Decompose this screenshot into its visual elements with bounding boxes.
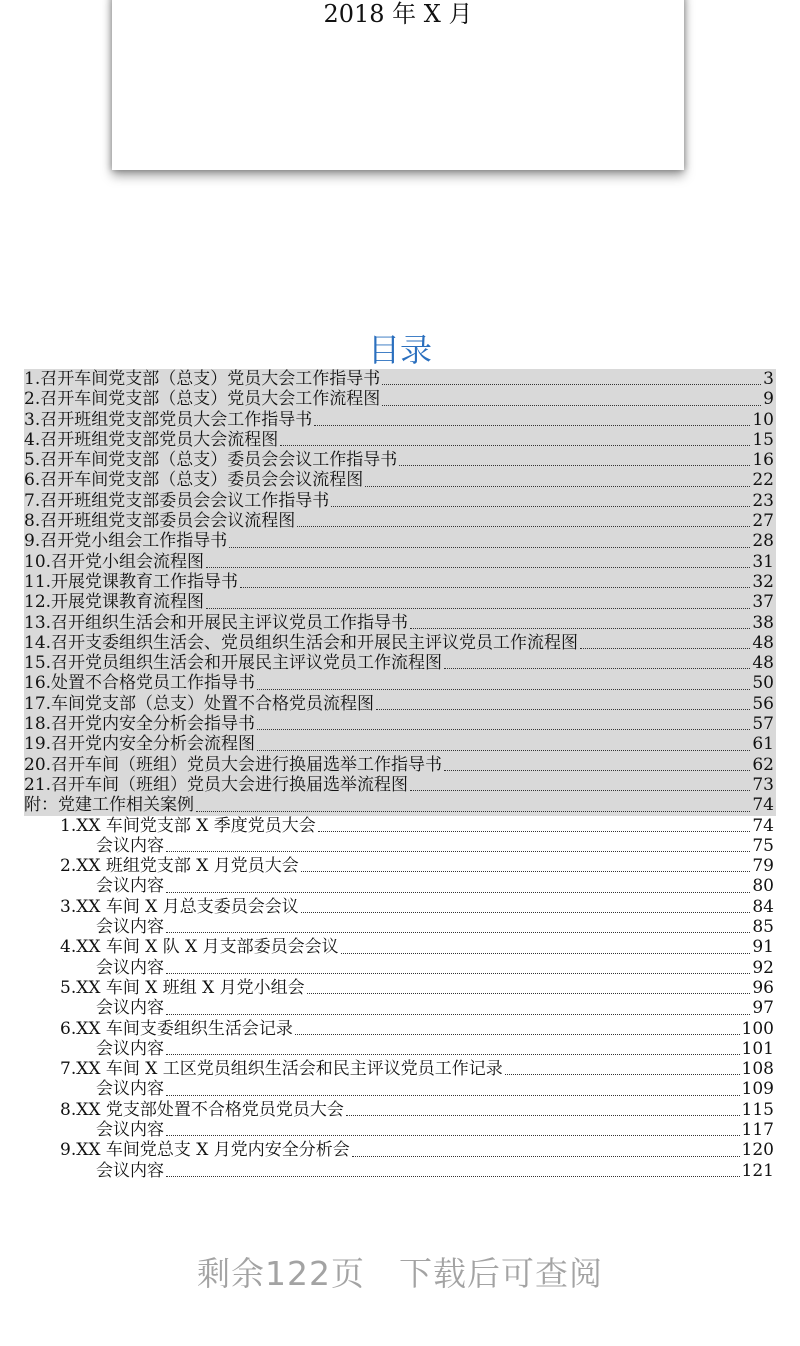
- toc-page-number: 80: [752, 876, 774, 897]
- toc-page-number: 117: [741, 1119, 774, 1140]
- toc-page-number: 62: [752, 754, 774, 775]
- toc-page-number: 32: [752, 571, 774, 592]
- toc-entry[interactable]: [24, 937, 776, 957]
- toc-entry-title: 12.开展党课教育流程图: [24, 592, 205, 613]
- toc-page-number: 84: [752, 896, 774, 917]
- toc-dot-leader: [166, 973, 750, 974]
- toc-entry[interactable]: [24, 1140, 776, 1160]
- toc-entry[interactable]: [24, 592, 776, 612]
- toc-entry[interactable]: [24, 755, 776, 775]
- toc-entry[interactable]: [24, 775, 776, 795]
- toc-entry-title: 会议内容: [96, 998, 164, 1019]
- toc-entry[interactable]: [24, 1059, 776, 1079]
- toc-title: 目录: [367, 331, 432, 369]
- toc-entry[interactable]: [24, 1120, 776, 1140]
- toc-dot-leader: [307, 993, 751, 994]
- toc-dot-leader: [410, 790, 750, 791]
- toc-dot-leader: [166, 1014, 750, 1015]
- toc-entry-title: 会议内容: [96, 957, 164, 978]
- toc-entry-title: 13.召开组织生活会和开展民主评议党员工作指导书: [24, 612, 409, 633]
- toc-entry[interactable]: [24, 450, 776, 470]
- toc-entry-title: 21.召开车间（班组）党员大会进行换届选举流程图: [24, 774, 409, 795]
- toc-dot-leader: [166, 1176, 740, 1177]
- toc-entry-title: 10.召开党小组会流程图: [24, 551, 205, 572]
- toc-entry[interactable]: [24, 653, 776, 673]
- toc-entry-title: 8.XX 党支部处置不合格党员党员大会: [60, 1099, 344, 1120]
- toc-entry-title: 17.车间党支部（总支）处置不合格党员流程图: [24, 693, 375, 714]
- toc-page-number: 22: [752, 470, 774, 491]
- toc-entry[interactable]: [24, 531, 776, 551]
- toc-entry[interactable]: [24, 1161, 776, 1181]
- toc-entry-title: 会议内容: [96, 1079, 164, 1100]
- toc-entry[interactable]: [24, 694, 776, 714]
- toc-entry[interactable]: [24, 633, 776, 653]
- toc-dot-leader: [341, 953, 751, 954]
- toc-page-number: 101: [741, 1038, 774, 1059]
- toc-page-number: 121: [741, 1160, 774, 1181]
- toc-entry[interactable]: [24, 552, 776, 572]
- toc-dot-leader: [206, 608, 750, 609]
- toc-entry[interactable]: [24, 470, 776, 490]
- toc-entry[interactable]: [24, 369, 776, 389]
- toc-dot-leader: [331, 506, 750, 507]
- toc-page-number: 109: [741, 1079, 774, 1100]
- toc-dot-leader: [382, 405, 761, 406]
- toc-entry[interactable]: [24, 673, 776, 693]
- toc-entry-title: 18.召开党内安全分析会指导书: [24, 714, 256, 735]
- toc-entry-title: 5.XX 车间 X 班组 X 月党小组会: [60, 977, 305, 998]
- toc-page-number: 28: [752, 531, 774, 552]
- toc-dot-leader: [444, 770, 750, 771]
- toc-entry-title: 16.处置不合格党员工作指导书: [24, 673, 256, 694]
- toc-entry-title: 6.召开车间党支部（总支）委员会会议流程图: [24, 470, 364, 491]
- toc-entry[interactable]: [24, 1039, 776, 1059]
- toc-entry-title: 4.XX 车间 X 队 X 月支部委员会会议: [60, 937, 339, 958]
- toc-page-number: 120: [741, 1140, 774, 1161]
- toc-dot-leader: [444, 668, 750, 669]
- toc-dot-leader: [301, 871, 751, 872]
- toc-dot-leader: [410, 628, 750, 629]
- toc-dot-leader: [229, 547, 750, 548]
- toc-entry[interactable]: [24, 978, 776, 998]
- toc-entry[interactable]: [24, 897, 776, 917]
- toc-dot-leader: [257, 750, 750, 751]
- download-prompt[interactable]: [0, 1248, 800, 1295]
- cover-date: 2018 年 X 月: [323, 0, 473, 28]
- toc-page-number: 108: [741, 1059, 774, 1080]
- toc-page-number: 27: [752, 511, 774, 532]
- toc-page-number: 61: [752, 734, 774, 755]
- toc-entry-title: 5.召开车间党支部（总支）委员会会议工作指导书: [24, 450, 398, 471]
- toc-page-number: 9: [763, 389, 774, 410]
- toc-page-number: 115: [741, 1099, 774, 1120]
- toc-dot-leader: [295, 1034, 740, 1035]
- toc-entry[interactable]: [24, 714, 776, 734]
- table-of-contents: [24, 369, 776, 1181]
- toc-page-number: 48: [752, 632, 774, 653]
- toc-entry-title: 会议内容: [96, 1119, 164, 1140]
- toc-page-number: 37: [752, 592, 774, 613]
- toc-page-number: 92: [752, 957, 774, 978]
- toc-entry[interactable]: [24, 836, 776, 856]
- toc-entry[interactable]: [24, 1100, 776, 1120]
- toc-dot-leader: [257, 689, 750, 690]
- toc-entry-title: 9.召开党小组会工作指导书: [24, 531, 228, 552]
- toc-dot-leader: [352, 1156, 740, 1157]
- toc-dot-leader: [280, 445, 750, 446]
- toc-dot-leader: [257, 729, 750, 730]
- toc-dot-leader: [376, 709, 750, 710]
- toc-page-number: 23: [752, 490, 774, 511]
- toc-entry-title: 8.召开班组党支部委员会会议流程图: [24, 511, 296, 532]
- toc-dot-leader: [365, 486, 750, 487]
- toc-dot-leader: [399, 465, 750, 466]
- toc-page-number: 38: [752, 612, 774, 633]
- toc-entry[interactable]: [24, 795, 776, 815]
- toc-dot-leader: [382, 384, 761, 385]
- toc-entry-title: 会议内容: [96, 1160, 164, 1181]
- toc-dot-leader: [301, 912, 751, 913]
- toc-page-number: 57: [752, 714, 774, 735]
- toc-dot-leader: [318, 831, 751, 832]
- toc-dot-leader: [505, 1074, 740, 1075]
- remaining-pages-text: 剩余122页: [197, 1254, 365, 1293]
- toc-dot-leader: [166, 1135, 740, 1136]
- toc-page-number: 96: [752, 977, 774, 998]
- toc-entry-title: 2.XX 班组党支部 X 月党员大会: [60, 856, 299, 877]
- toc-dot-leader: [196, 811, 750, 812]
- toc-entry-title: 7.召开班组党支部委员会会议工作指导书: [24, 490, 330, 511]
- toc-page-number: 73: [752, 774, 774, 795]
- toc-entry-title: 3.召开班组党支部党员大会工作指导书: [24, 409, 313, 430]
- toc-dot-leader: [166, 932, 750, 933]
- toc-entry[interactable]: [24, 917, 776, 937]
- toc-entry[interactable]: [24, 734, 776, 754]
- toc-entry[interactable]: [24, 511, 776, 531]
- toc-entry-title: 4.召开班组党支部党员大会流程图: [24, 429, 279, 450]
- toc-dot-leader: [314, 425, 750, 426]
- toc-page-number: 10: [752, 409, 774, 430]
- toc-page-number: 3: [763, 369, 774, 389]
- toc-entry-title: 9.XX 车间党总支 X 月党内安全分析会: [60, 1140, 350, 1161]
- toc-entry[interactable]: [24, 430, 776, 450]
- toc-page-number: 74: [752, 815, 774, 836]
- toc-entry[interactable]: [24, 389, 776, 409]
- toc-entry-title: 会议内容: [96, 835, 164, 856]
- toc-dot-leader: [240, 587, 750, 588]
- toc-page-number: 31: [752, 551, 774, 572]
- toc-entry-title: 7.XX 车间 X 工区党员组织生活会和民主评议党员工作记录: [60, 1059, 503, 1080]
- toc-page-number: 15: [752, 429, 774, 450]
- toc-entry[interactable]: [24, 958, 776, 978]
- toc-entry-title: 6.XX 车间支委组织生活会记录: [60, 1018, 293, 1039]
- toc-entry-title: 15.召开党员组织生活会和开展民主评议党员工作流程图: [24, 653, 443, 674]
- toc-page-number: 74: [752, 795, 774, 816]
- toc-entry[interactable]: [24, 876, 776, 896]
- toc-entry[interactable]: [24, 572, 776, 592]
- toc-entry[interactable]: [24, 1079, 776, 1099]
- toc-page-number: 85: [752, 917, 774, 938]
- toc-entry-title: 19.召开党内安全分析会流程图: [24, 734, 256, 755]
- toc-page-number: 50: [752, 673, 774, 694]
- toc-dot-leader: [346, 1115, 740, 1116]
- toc-dot-leader: [166, 892, 750, 893]
- toc-entry[interactable]: [24, 856, 776, 876]
- toc-entry-title: 2.召开车间党支部（总支）党员大会工作流程图: [24, 389, 381, 410]
- toc-entry-title: 1.召开车间党支部（总支）党员大会工作指导书: [24, 369, 381, 389]
- toc-dot-leader: [166, 851, 750, 852]
- toc-dot-leader: [166, 1054, 740, 1055]
- toc-dot-leader: [297, 526, 750, 527]
- toc-entry[interactable]: [24, 1019, 776, 1039]
- toc-page-number: 91: [752, 937, 774, 958]
- toc-entry-title: 14.召开支委组织生活会、党员组织生活会和开展民主评议党员工作流程图: [24, 632, 579, 653]
- toc-entry-title: 附：党建工作相关案例: [24, 795, 194, 816]
- toc-page-number: 75: [752, 835, 774, 856]
- toc-entry[interactable]: [24, 816, 776, 836]
- toc-page-number: 48: [752, 653, 774, 674]
- toc-entry-title: 11.开展党课教育工作指导书: [24, 571, 239, 592]
- cover-page-card: [112, 0, 684, 170]
- toc-entry[interactable]: [24, 998, 776, 1018]
- toc-entry[interactable]: [24, 410, 776, 430]
- toc-entry[interactable]: [24, 491, 776, 511]
- toc-page-number: 79: [752, 856, 774, 877]
- toc-entry[interactable]: [24, 613, 776, 633]
- toc-page-number: 16: [752, 450, 774, 471]
- toc-page-number: 56: [752, 693, 774, 714]
- toc-entry-title: 会议内容: [96, 876, 164, 897]
- toc-dot-leader: [580, 648, 750, 649]
- toc-page-number: 97: [752, 998, 774, 1019]
- toc-entry-title: 1.XX 车间党支部 X 季度党员大会: [60, 815, 316, 836]
- toc-entry-title: 3.XX 车间 X 月总支委员会会议: [60, 896, 299, 917]
- toc-entry-title: 20.召开车间（班组）党员大会进行换届选举工作指导书: [24, 754, 443, 775]
- toc-entry-title: 会议内容: [96, 1038, 164, 1059]
- toc-dot-leader: [206, 567, 750, 568]
- download-hint-text: 下载后可查阅: [399, 1254, 603, 1293]
- toc-entry-title: 会议内容: [96, 917, 164, 938]
- toc-page-number: 100: [741, 1018, 774, 1039]
- toc-dot-leader: [166, 1095, 740, 1096]
